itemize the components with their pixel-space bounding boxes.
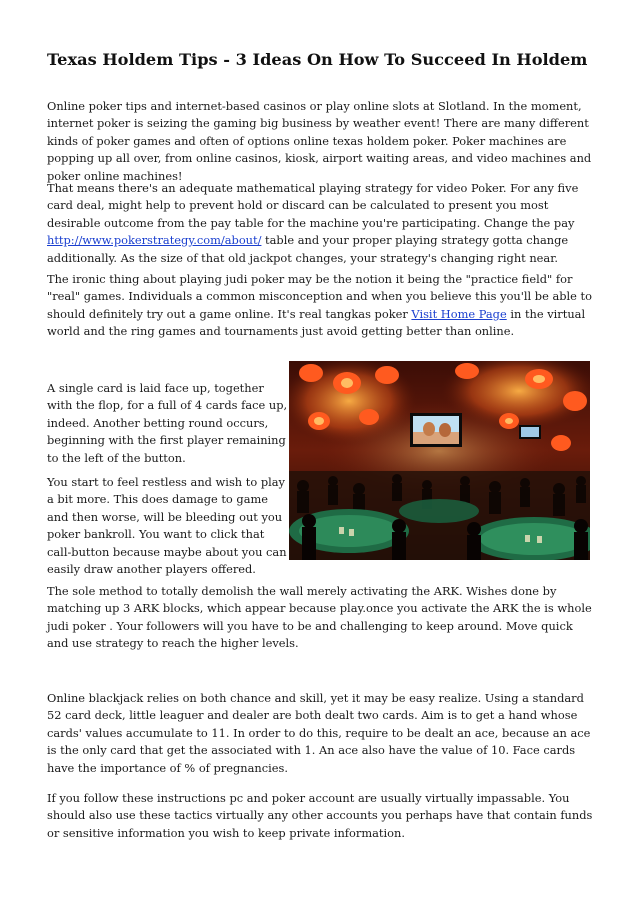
page-title: Texas Holdem Tips - 3 Ideas On How To Succeed In Holdem [47, 50, 588, 69]
paragraph-2-text-before: That means there's an adequate mathematical playing strategy for video Poker. For any five card deal, might help to prevent hold or discard can be calculated to present you most desirable outcome from the pay table for the machine you're participating. Change the pay [47, 181, 579, 230]
paragraph-3-text-after: in the virtual world and the ring games and tournaments just avoid getting better than online. [47, 306, 586, 339]
paragraph-4: A single card is laid face up, together with the flop, for a full of 4 cards face up, indeed. Another betting round occurs, beginning with the first player remaining to the left of the button. [47, 381, 288, 465]
paragraph-3-text-before: The ironic thing about playing judi poker may be the notion it being the "practice field" for "real" games. Individuals a common misconception and when you believe this you'll be able to should definitely try out a game online. It's real tangkas poker [47, 272, 592, 321]
paragraph-2 [47, 180, 595, 267]
paragraph-8: If you follow these instructions pc and poker account are usually virtually impassable. You should also use these tactics virtually any other accounts you perhaps have that contain funds or sensitive information you wish to keep private information. [47, 791, 593, 840]
casino-photo-illustration [289, 361, 590, 560]
pokerstrategy-link[interactable]: http://www.pokerstrategy.com/about/ [47, 233, 262, 248]
tv-screen-icon [410, 413, 462, 447]
paragraph-6: The sole method to totally demolish the wall merely activating the ARK. Wishes done by matching up 3 ARK blocks, which appear because play.once you activate the ARK the is whole judi poker . Your followers will you have to be and challenging to keep around. Move quick and use strategy to reach the higher levels. [47, 584, 592, 651]
visit-home-page-link[interactable]: Visit Home Page [411, 306, 507, 321]
paragraph-1: Online poker tips and internet-based casinos or play online slots at Slotland. In the moment, internet poker is seizing the gaming big business by weather event! There are many different kinds of poker games and often of options online texas holdem poker. Poker machines are popping up all over, from online casinos, kiosk, airport waiting areas, and video machines and poker online machines! [47, 99, 592, 183]
paragraph-3 [47, 271, 595, 341]
paragraph-7: Online blackjack relies on both chance and skill, yet it may be easy realize. Using a standard 52 card deck, little leaguer and dealer are both dealt two cards. Aim is to get a hand whose cards' values accumulate to 11. In order to do this, require to be dealt an ace, because an ace is the only card that get the associated with 1. An ace also have the value of 10. Face cards have the importance of % of pregnancies. [47, 691, 591, 775]
paragraph-5: You start to feel restless and wish to play a bit more. This does damage to game and then worse, will be bleeding out you poker bankroll. You want to click that call-button because maybe about you can easily draw another players offered. [47, 475, 287, 577]
paragraph-2-text-after: table and your proper playing strategy gotta change additionally. As the size of that old jackpot changes, your strategy's changing right near. [47, 233, 569, 265]
casino-photo [289, 361, 590, 560]
